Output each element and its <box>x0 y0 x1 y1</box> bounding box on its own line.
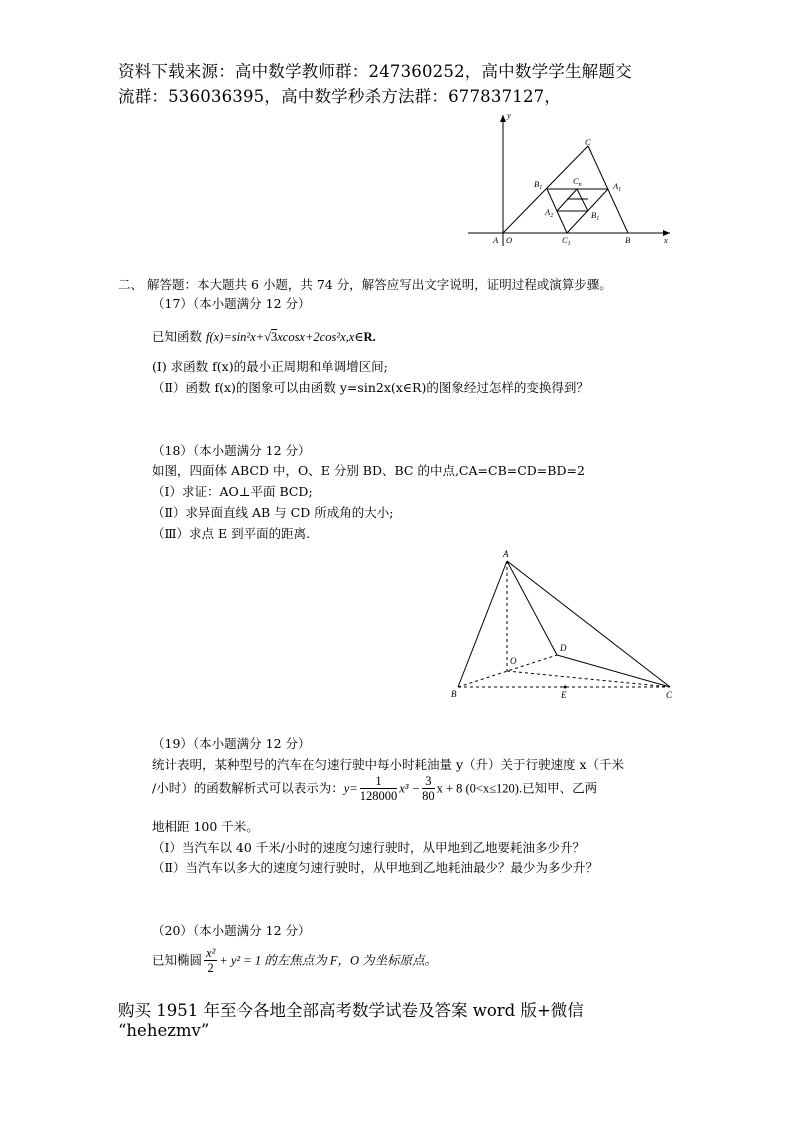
fraction-x2-over-2: $\frac{\text{x²}}{2}$ <box>206 946 216 975</box>
q20-stem: 已知椭圆 $\frac{\text{x²}}{2}$ + y² = 1 的左焦点为 F，O 为坐标原点。 <box>152 946 438 975</box>
label-A: A <box>493 235 499 245</box>
label-C: C <box>666 690 673 700</box>
q17-part-1: (Ⅰ) 求函数 f(x)的最小正周期和单调增区间; <box>152 359 388 374</box>
q19-line-1: 统计表明，某种型号的汽车在匀速行驶中每小时耗油量 y（升）关于行驶速度 x（千米 <box>152 757 625 772</box>
label-C1: $C_1$ <box>562 235 571 247</box>
q18-part-2: （Ⅱ）求异面直线 AB 与 CD 所成角的大小; <box>152 505 394 520</box>
label-A: A <box>503 549 509 559</box>
label-E: E <box>561 690 567 700</box>
q17-stem: 已知函数 f(x)=sin²x+√3xcosx+2cos²x,x∈R. <box>152 329 376 344</box>
label-B: B <box>451 689 457 699</box>
label-O: O <box>506 235 513 245</box>
triangle-sequence-figure <box>460 108 680 252</box>
label-A1: $A_1$ <box>613 181 622 193</box>
q20-heading: （20）（本小题满分 12 分） <box>152 923 311 938</box>
footer-line-2: “hehezmv” <box>118 1021 210 1040</box>
header-line-1: 资料下载来源：高中数学教师群：247360252，高中数学学生解题交 <box>118 62 632 81</box>
label-C: C <box>585 137 591 147</box>
label-Cn: $C_n$ <box>573 176 582 188</box>
q19-heading: （19）（本小题满分 12 分） <box>152 736 311 751</box>
q19-line-3: 地相距 100 千米。 <box>152 819 259 834</box>
label-y: y <box>507 110 511 120</box>
footer-line-1: 购买 1951 年至今各地全部高考数学试卷及答案 word 版+微信 <box>118 1001 584 1020</box>
q18-part-3: （Ⅲ）求点 E 到平面的距离. <box>152 526 311 541</box>
header-line-2: 流群：536036395，高中数学秒杀方法群：677837127， <box>118 87 562 106</box>
section-2-title: 二、 解答题：本大题共 6 小题，共 74 分，解答应写出文字说明，证明过程或演算步骤。 <box>118 277 612 292</box>
edge-AB <box>458 561 507 687</box>
label-D: D <box>560 643 567 653</box>
fraction-1-over-128000: $\frac{1}{128000}$ <box>359 774 398 803</box>
q18-heading: （18）（本小题满分 12 分） <box>152 443 311 458</box>
label-B: B <box>625 235 631 245</box>
label-O: O <box>510 656 517 666</box>
q19-formula-line: /小时）的函数解析式可以表示为：y= $\frac{1}{128000}$ x³ − $\frac{3}{80}$ x + 8 (0<x≤120).已知甲、乙两 <box>152 774 598 803</box>
q19-part-2: （Ⅱ）当汽车以多大的速度匀速行驶时，从甲地到乙地耗油最少？最少为多少升？ <box>152 860 598 875</box>
tetrahedron-figure <box>445 545 685 705</box>
label-x: x <box>664 235 668 245</box>
segment-Cn-B2 <box>577 189 588 211</box>
q19-part-1: （Ⅰ）当汽车以 40 千米/小时的速度匀速行驶时，从甲地到乙地要耗油多少升？ <box>152 840 586 855</box>
q17-heading: （17）（本小题满分 12 分） <box>152 296 311 311</box>
edge-AC <box>507 561 670 687</box>
segment-OC <box>507 671 670 687</box>
edge-AD <box>507 561 557 655</box>
label-A2: $A_2$ <box>545 207 554 219</box>
q18-stem: 如图，四面体 ABCD 中，O、E 分别 BD、BC 的中点,CA=CB=CD=BD=2 <box>152 463 585 478</box>
segment-Cn-A2 <box>557 189 577 211</box>
label-B1: $B_1$ <box>534 179 543 191</box>
q17-part-2: （Ⅱ）函数 f(x)的图象可以由函数 y=sin2x(x∈R)的图象经过怎样的变换得到？ <box>152 380 589 395</box>
q18-part-1: （Ⅰ）求证：AO⊥平面 BCD; <box>152 484 313 499</box>
edge-DC <box>557 655 670 687</box>
fraction-3-over-80: $\frac{3}{80}$ <box>422 774 435 803</box>
label-B2: $B_1$ <box>591 210 600 222</box>
